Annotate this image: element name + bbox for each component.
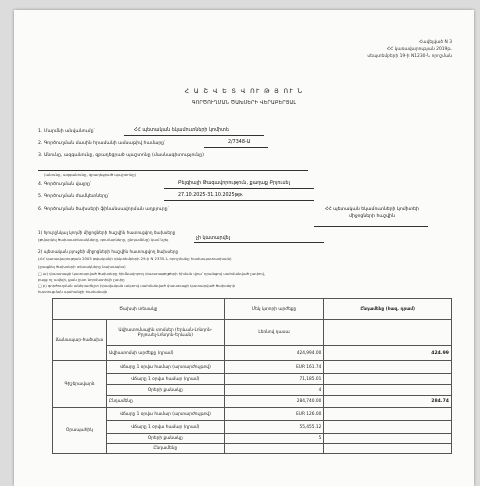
field-note: (անունը, ազգանունը, զբաղեցրած պաշտոնը) <box>44 172 136 177</box>
expense-item: Ավիատոմսի արժեքը (դրամ) <box>106 346 224 361</box>
field-label: 5. Գործուղման ժամկետները՝ <box>38 194 110 199</box>
unit-value: 424,994.00 <box>224 346 324 361</box>
section2-line: բայց ոչ ավելի, քան ըստ նորմատիվի չափը <box>38 277 125 282</box>
field-value: Բելգիայի Թագավորություն, քաղաք Բրյուսել <box>178 181 290 186</box>
table-row <box>53 444 452 454</box>
field-label: 3. Անունը, ազգանունը, զբաղեցրած պաշտոնը (մասնագիտությունը) <box>38 153 204 158</box>
annex-line: սեպտեմբերի 19-ի N1230-Ն որոշման <box>367 53 452 59</box>
expense-item: Օրերի քանակը <box>106 385 224 396</box>
table-row <box>53 434 452 444</box>
document-title: Հ Ա Շ Վ Ե Տ Վ ՈՒ Թ Յ ՈՒ Ն <box>184 88 304 95</box>
unit-value: 5 <box>224 434 324 444</box>
unit-value: EUR 161.74 <box>224 361 324 374</box>
table-row <box>53 320 452 346</box>
document-subtitle: ԳՈՐԾՈՒՂՄԱՆ ԾԱԽՍԵՐԻ ՎԵՐԱԲԵՐՅԱԼ <box>191 101 297 106</box>
total-value <box>324 434 452 444</box>
table-row <box>53 346 452 361</box>
unit-value: 4 <box>224 385 324 396</box>
annex-header <box>322 40 452 60</box>
section2-line: (ՀՀ կառավարության 2005 թվականի դեկտեմբերի 29-ի N 2335-Ն որոշմանը համապատասխան) <box>38 256 232 261</box>
table-row <box>53 396 452 408</box>
total-value <box>324 385 452 396</box>
expense-item: Ընդամենը <box>106 396 224 408</box>
annex-line: ՀՀ կառավարության 2019թ. <box>386 46 452 52</box>
table-row <box>53 421 452 434</box>
total-value <box>324 421 452 434</box>
field-value: 27.10.2025-31.10.2025թթ. <box>178 193 244 198</box>
underline <box>194 242 324 243</box>
unit-value: 55,455.12 <box>224 421 324 434</box>
field-label: 6. Գործուղման ծախսերի ֆինանսավորման աղբյուրը՝ <box>38 207 169 212</box>
section1-value: չի կատարվել <box>196 236 230 241</box>
section2-line: □ բ) գործուղման անհրաժեշտ իրավական ակտով սահմանված փաստացի կատարված ծախսերի <box>38 283 236 288</box>
underline <box>38 170 308 171</box>
total-value <box>324 361 452 374</box>
total-value <box>324 320 452 346</box>
total-value: 284.74 <box>324 396 452 408</box>
section2-line: □ ա) փաստացի կատարված ծախսերը հիմնավորող փաստաթղթերի հիման վրա՝ դրանցով սահմանված չափով, <box>38 271 266 276</box>
unit-value <box>224 444 324 454</box>
column-header: Ընդամենը (հազ. դրամ) <box>324 299 452 320</box>
unit-value: 284,740.00 <box>224 396 324 408</box>
expense-item: Ընդամենը <box>106 444 224 454</box>
document-page <box>14 10 474 486</box>
unit-value: EUR 126.00 <box>224 408 324 421</box>
expense-item: Ավիատոմսային տոմսեր (Երևան-Լոնդոն-Բրյուսել-Լոնդոն-Երևան) <box>106 320 224 346</box>
unit-value: Լեռնով դասա <box>224 320 324 346</box>
table-row <box>53 408 452 421</box>
expense-group: Ճանապար-հածախս <box>53 320 107 361</box>
underline <box>124 135 264 136</box>
expense-group: Գիշերավարձ <box>53 361 107 408</box>
expense-item: Վճարը 1 օրվա համար (դրամ) <box>106 421 224 434</box>
annex-number: Հավելված N 3 <box>419 40 452 45</box>
underline <box>314 226 428 227</box>
field-value: ՀՀ պետական եկամուտների կոմիտե <box>134 128 229 133</box>
table-row <box>53 374 452 385</box>
expense-group: Օրապահիկ <box>53 408 107 454</box>
total-value <box>324 444 452 454</box>
expense-table <box>52 298 452 454</box>
underline <box>204 147 268 148</box>
expense-item: Վճարը 1 օրվա համար (դրամ) <box>106 374 224 385</box>
field-label: 2. Գործուղման մասին հրամանի ամսաթիվ համարը՝ <box>38 141 166 146</box>
underline <box>164 200 314 201</box>
field-label: 4. Գործուղման վայրը՝ <box>38 182 92 187</box>
field-value: 2/7348-Ա <box>228 140 251 145</box>
total-value: 424.99 <box>324 346 452 361</box>
section2-title: 2) պետական բյուջեի միջոցների հաշվին հատուցվող ծախսերը <box>38 249 179 254</box>
underline <box>164 188 314 189</box>
column-header: Ծախսի տեսակը <box>53 299 225 320</box>
expense-item: Վճարը 1 օրվա համար (արտարժույթով) <box>106 361 224 374</box>
section1-note: (թվարկել ծախսատեսակները, գումարները, ընդամենը) կամ նշել <box>38 237 169 242</box>
funding-source-value: ՀՀ պետական եկամուտների կոմիտեի միջոցների հաշվին <box>325 207 419 219</box>
total-value <box>324 374 452 385</box>
unit-value: 71,185.01 <box>224 374 324 385</box>
section1-text: 1) հյուրընկալ կողմի միջոցների հաշվին հատուցվող ծախսերը <box>38 230 176 235</box>
expense-item: Օրերի քանակը <box>106 434 224 444</box>
section2-line: հատուցման պահանջի համաձայն <box>38 289 108 294</box>
table-row <box>53 361 452 374</box>
table-row <box>53 385 452 396</box>
expense-item: Վճարը 1 օրվա համար (արտարժույթով) <box>106 408 224 421</box>
table-header-row <box>53 299 452 320</box>
column-header: Մեկ կտորի արժեքը <box>224 299 324 320</box>
total-value <box>324 408 452 421</box>
field-label: 1. Մարմնի անվանումը՝ <box>38 129 95 134</box>
section2-line: (լրացնել ծախսերի տեսակները նախապես) <box>38 264 126 269</box>
